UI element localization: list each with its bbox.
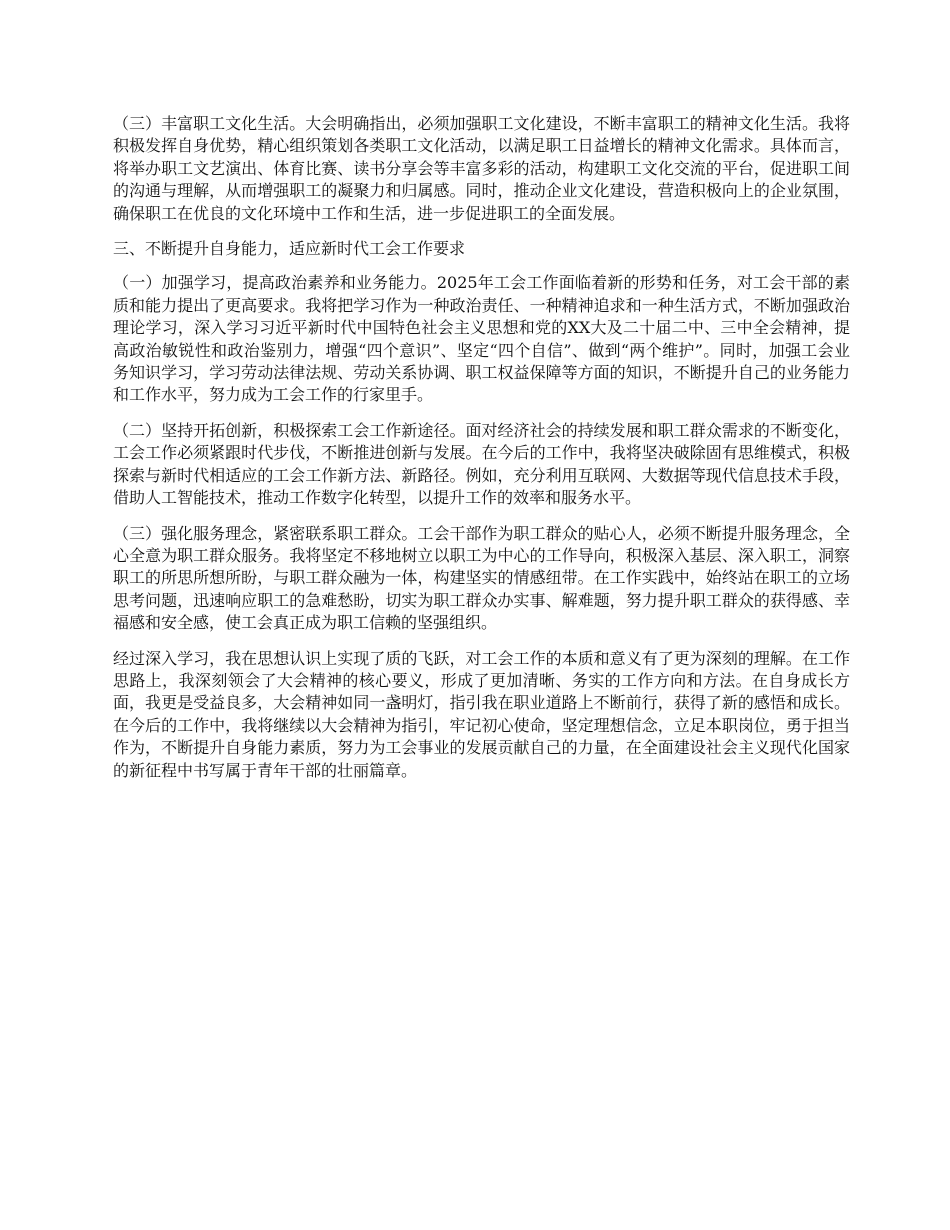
paragraph-service-concept: （三）强化服务理念，紧密联系职工群众。工会干部作为职工群众的贴心人，必须不断提升服务理念，全心全意为职工群众服务。我将坚定不移地树立以职工为中心的工作导向，积极深入基层、深入职工，洞察职工的所思所想所盼，与职工群众融为一体，构建坚实的情感纽带。在工作实践中，始终站在职工的立场思考问题，迅速响应职工的急难愁盼，切实为职工群众办实事、解难题，努力提升职工群众的获得感、幸福感和安全感，使工会真正成为职工信赖的坚强组织。 (113, 523, 850, 633)
paragraph-strengthen-study: （一）加强学习，提高政治素养和业务能力。2025年工会工作面临着新的形势和任务，对工会干部的素质和能力提出了更高要求。我将把学习作为一种政治责任、一种精神追求和一种生活方式，不断加强政治理论学习，深入学习习近平新时代中国特色社会主义思想和党的XX大及二十届二中、三中全会精神，提高政治敏锐性和政治鉴别力，增强“四个意识”、坚定“四个自信”、做到“两个维护”。同时，加强工会业务知识学习，学习劳动法律法规、劳动关系协调、职工权益保障等方面的知识，不断提升自己的业务能力和工作水平，努力成为工会工作的行家里手。 (113, 273, 850, 405)
paragraph-culture-life: （三）丰富职工文化生活。大会明确指出，必须加强职工文化建设，不断丰富职工的精神文化生活。我将积极发挥自身优势，精心组织策划各类职工文化活动，以满足职工日益增长的精神文化需求。具体而言，将举办职工文艺演出、体育比赛、读书分享会等丰富多彩的活动，构建职工文化交流的平台，促进职工间的沟通与理解，从而增强职工的凝聚力和归属感。同时，推动企业文化建设，营造积极向上的企业氛围，确保职工在优良的文化环境中工作和生活，进一步促进职工的全面发展。 (113, 114, 850, 223)
paragraph-innovation: （二）坚持开拓创新，积极探索工会工作新途径。面对经济社会的持续发展和职工群众需求的不断变化，工会工作必须紧跟时代步伐，不断推进创新与发展。在今后的工作中，我将坚决破除固有思维模式，积极探索与新时代相适应的工会工作新方法、新路径。例如，充分利用互联网、大数据等现代信息技术手段，借助人工智能技术，推动工作数字化转型，以提升工作的效率和服务水平。 (113, 420, 850, 508)
document-page (113, 113, 850, 795)
section-heading-three: 三、不断提升自身能力，适应新时代工会工作要求 (113, 239, 466, 259)
paragraph-conclusion: 经过深入学习，我在思想认识上实现了质的飞跃，对工会工作的本质和意义有了更为深刻的理解。在工作思路上，我深刻领会了大会精神的核心要义，形成了更加清晰、务实的工作方向和方法。在自身成长方面，我更是受益良多，大会精神如同一盏明灯，指引我在职业道路上不断前行，获得了新的感悟和成长。在今后的工作中，我将继续以大会精神为指引，牢记初心使命，坚定理想信念，立足本职岗位，勇于担当作为，不断提升自身能力素质，努力为工会事业的发展贡献自己的力量，在全面建设社会主义现代化国家的新征程中书写属于青年干部的壮丽篇章。 (113, 648, 850, 780)
